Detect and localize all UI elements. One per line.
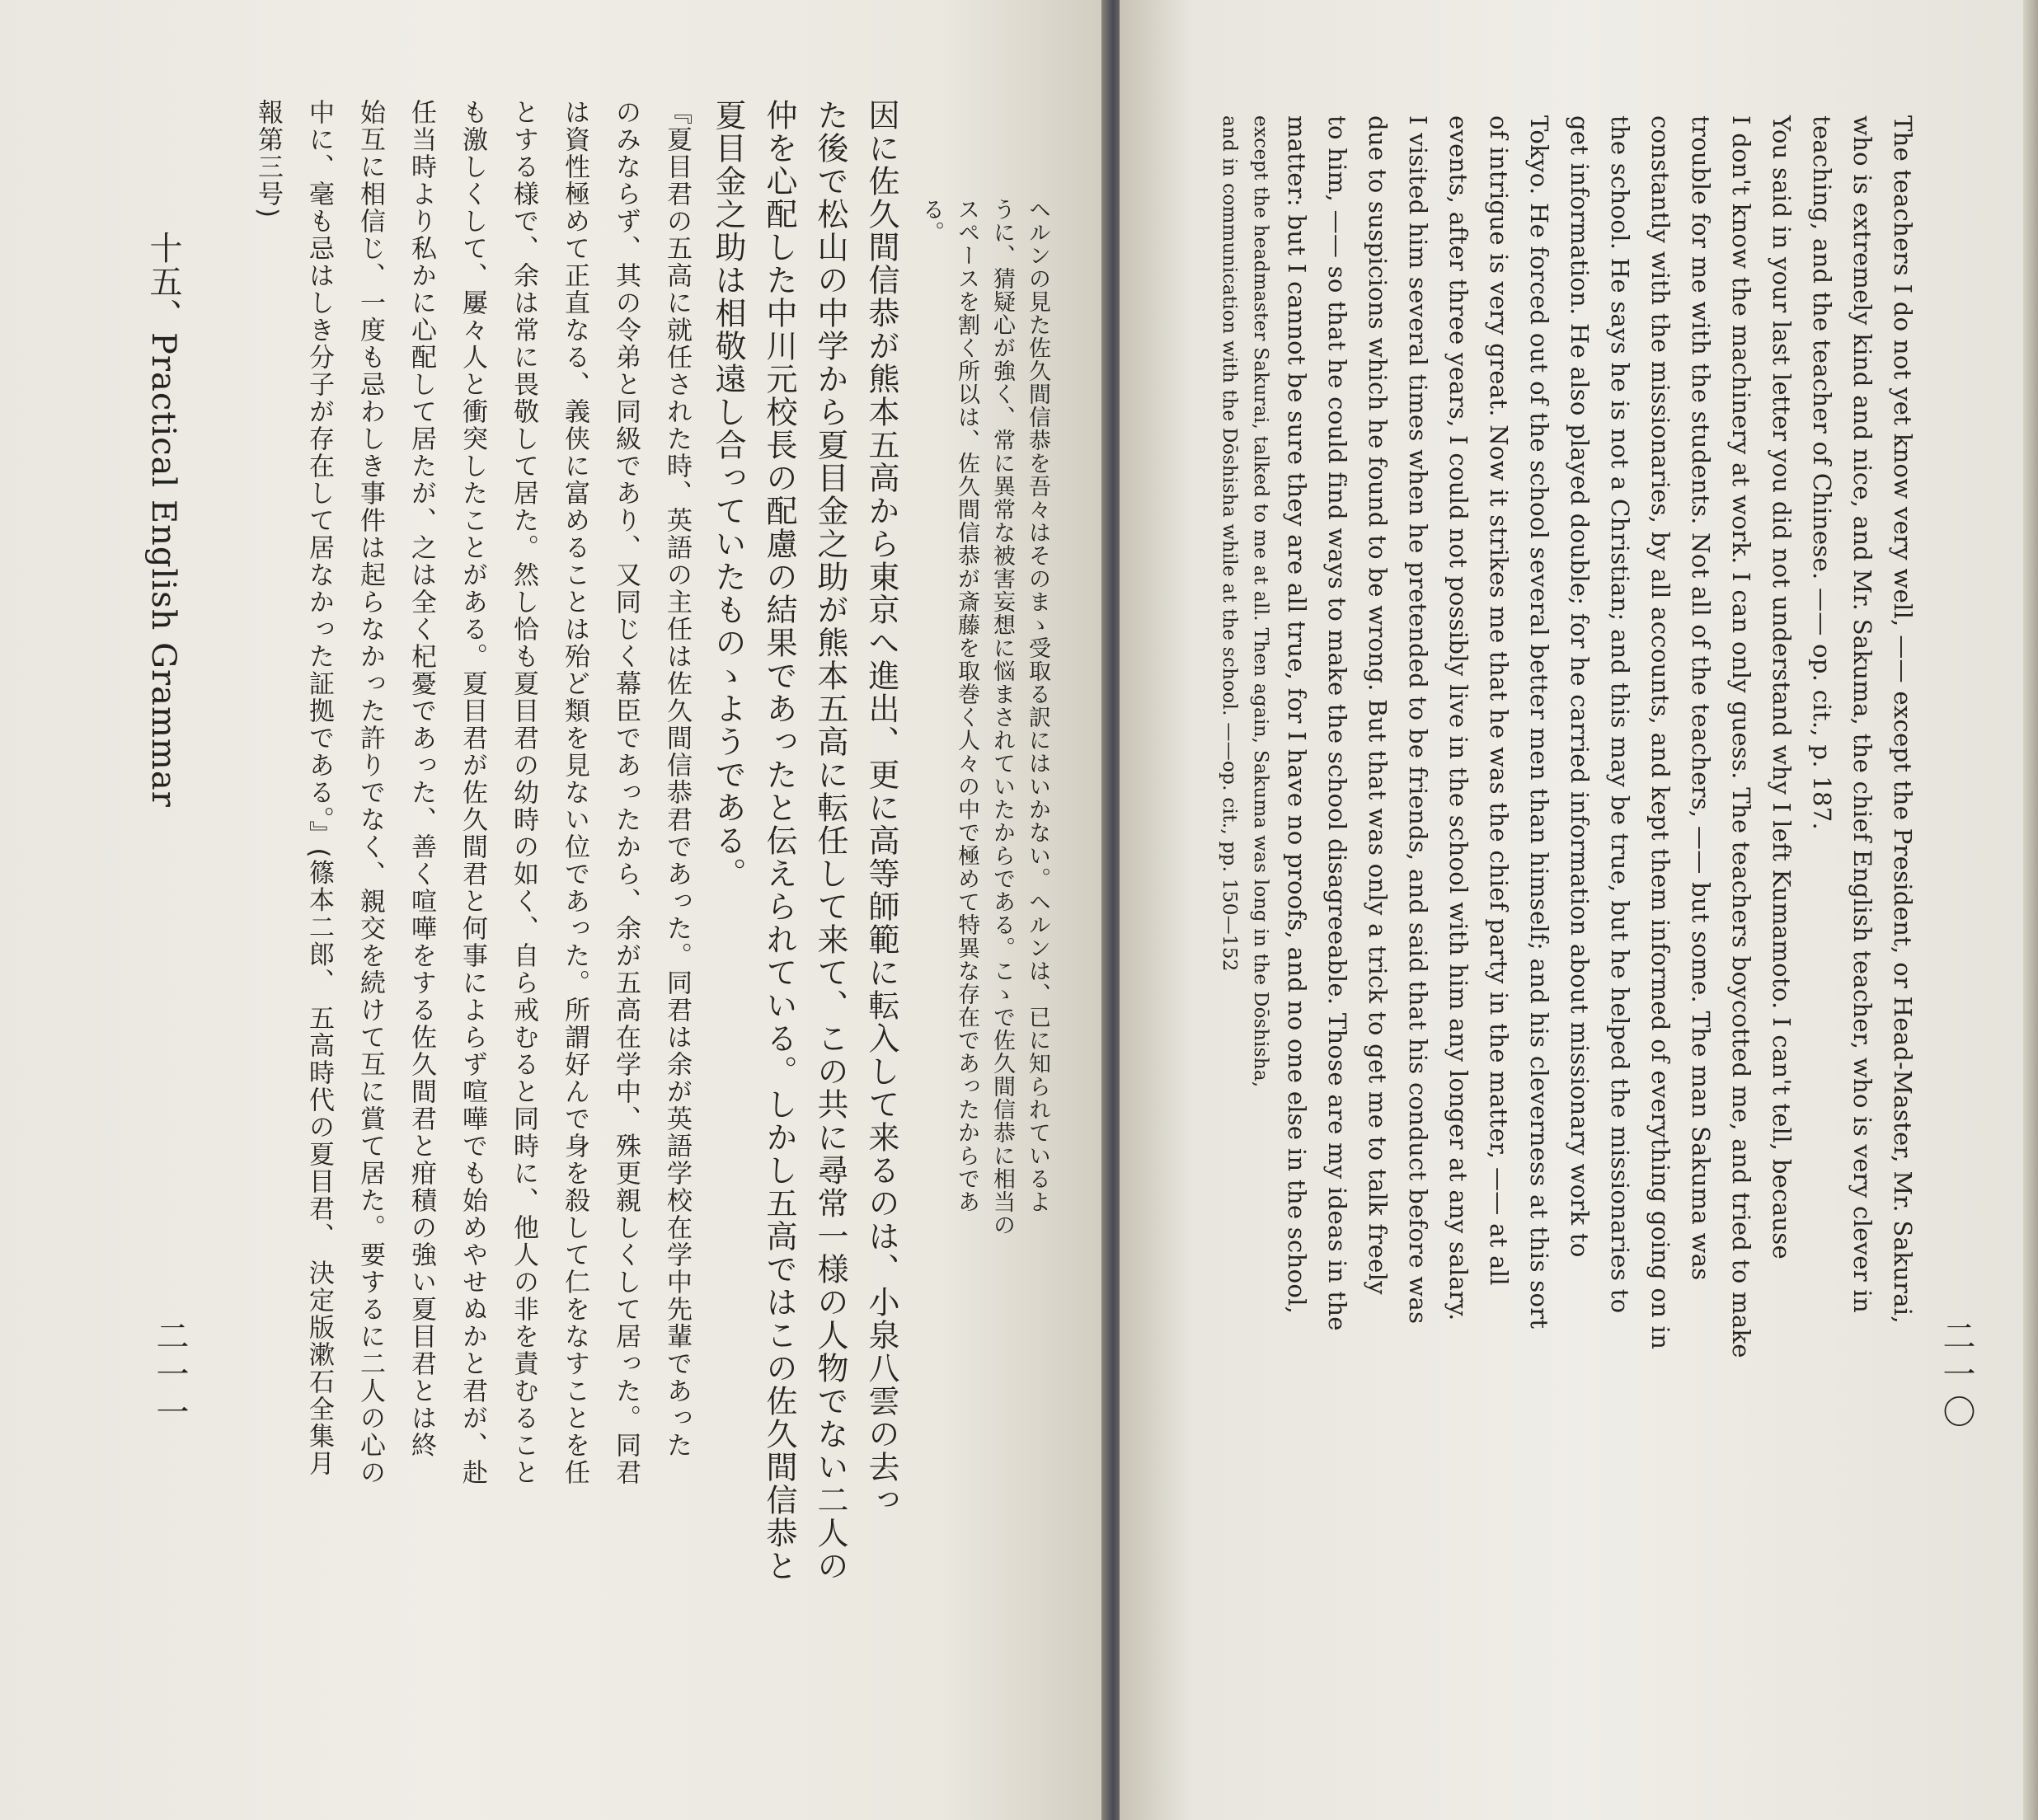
text-line: I don't know the machinery at work. I can only guess. The teachers boycotted me, and tried to make [1727, 115, 1755, 1358]
quote-line: 報第三号) [253, 99, 283, 220]
note-line: ヘルンの見た佐久間信恭を吾々はそのまゝ受取る訳にはいかない。ヘルンは、已に知られているよ [1025, 198, 1050, 1213]
english-text-block [1214, 115, 1923, 1665]
body-line: 仲を心配した中川元校長の配慮の結果であったと伝えられている。しかし五高ではこの佐久間信恭と [761, 99, 797, 1583]
text-line: to him, —— so that he could find ways to make the school disagreeable. Those are my ideas in the [1323, 115, 1351, 1331]
note-line: スペースを割く所以は、佐久間信恭が斎藤を取巻く人々の中で極めて特異な存在であったからであ [954, 198, 979, 1213]
text-line: of intrigue is very great. Now it strikes me that he was the chief party in the matter, —— at all [1485, 115, 1513, 1286]
page-number-left: 二一一 [151, 1319, 189, 1433]
quote-line: 中に、毫も忌はしき分子が存在して居なかった証拠である。』(篠本二郎、 五高時代の夏目君、 決定版漱石全集月 [304, 99, 334, 1478]
quote-line: 始互に相信じ、一度も忌わしき事件は起らなかった許りでなく、親交を続けて互に賞て居た。要するに二人の心の [355, 99, 385, 1486]
quote-line: とする様で、余は常に畏敬して居た。然し恰も夏目君の幼時の如く、自ら戒むると同時に、他人の非を責むること [509, 99, 538, 1486]
text-line small: and in communication with the Dōshisha while at the school. ——op. cit., pp. 150—152 [1219, 115, 1240, 972]
text-line: I visited him several times when he pretended to be friends, and said that his conduct before was [1404, 115, 1432, 1325]
text-line: teaching, and the teacher of Chinese. —— op. cit., p. 187. [1808, 115, 1836, 831]
text-line: Tokyo. He forced out of the school several better men than himself; and his cleverness at this sort [1525, 115, 1553, 1330]
quote-line: 『夏目君の五高に就任された時、英語の主任は佐久間信恭君であった。同君は余が英語学校在学中先輩であった [662, 99, 692, 1459]
page-edge [2023, 0, 2038, 1820]
text-line small: except the headmaster Sakurai, talked to me at all. Then again, Sakuma was long in the Dōshisha, [1250, 115, 1271, 1088]
body-line: 夏目金之助は相敬遠し合っていたものゝようである。 [710, 99, 746, 890]
right-page [1120, 0, 2038, 1820]
text-line: matter: but I cannot be sure they are all true, for I have no proofs, and no one else in the school, [1283, 115, 1311, 1315]
page-number-right: 二一〇 [1937, 1319, 1975, 1433]
body-line: 因に佐久間信恭が熊本五高から東京へ進出、更に高等師範に転入して来るのは、小泉八雲の去っ [863, 99, 899, 1517]
text-line: due to suspicions which he found to be wrong. But that was only a trick to get me to talk freely [1364, 115, 1392, 1295]
note-text-block [913, 198, 1055, 1731]
running-head: 十五、Practical English Grammar [144, 231, 182, 808]
text-line: constantly with the missionaries, by all accounts, and kept them informed of everything going on in [1646, 115, 1674, 1350]
text-line: trouble for me with the students. Not all of the teachers, —— but some. The man Sakuma was [1687, 115, 1715, 1281]
note-line: る。 [918, 198, 944, 244]
text-line: events, after three years, I could not possibly live in the school with him any longer at any salary. [1444, 115, 1472, 1321]
body-text-block [242, 99, 907, 1731]
body-line: た後で松山の中学から夏目金之助が熊本五高に転任して来て、この共に尋常一様の人物でない二人の [812, 99, 848, 1583]
note-line: うに、猜疑心が強く、常に異常な被害妄想に悩まされていたからである。こゝで佐久間信恭に相当の [989, 198, 1015, 1236]
quote-line: も激しくして、屢々人と衝突したことがある。夏目君が佐久間君と何事によらず喧嘩でも始めやせぬかと君が、赴 [458, 99, 487, 1486]
text-line: The teachers I do not yet know very well, —— except the President, or Head-Master, Mr. Sakurai, [1889, 115, 1917, 1324]
text-line: who is extremely kind and nice, and Mr. Sakuma, the chief English teacher, who is very clever in [1848, 115, 1876, 1313]
quote-line: 任当時より私かに心配して居たが、之は全く杞憂であった、善く喧嘩をする佐久間君と疳積の強い夏目君とは終 [406, 99, 436, 1459]
text-line: the school. He says he is not a Christian; and this may be true, but he helped the missionaries to [1606, 115, 1634, 1314]
quote-line: は資性極めて正直なる、義侠に富めることは殆ど類を見ない位であった。所謂好んで身を殺して仁をなすことを任 [560, 99, 589, 1486]
text-line: get information. He also played double; for he carried information about missionary work to [1566, 115, 1594, 1258]
quote-line: のみならず、其の令弟と同級であり、又同じく幕臣であったから、余が五高在学中、殊更親しくして居った。同君 [611, 99, 641, 1486]
text-line: You said in your last letter you did not understand why I left Kumamoto. I can't tell, because [1768, 115, 1796, 1259]
